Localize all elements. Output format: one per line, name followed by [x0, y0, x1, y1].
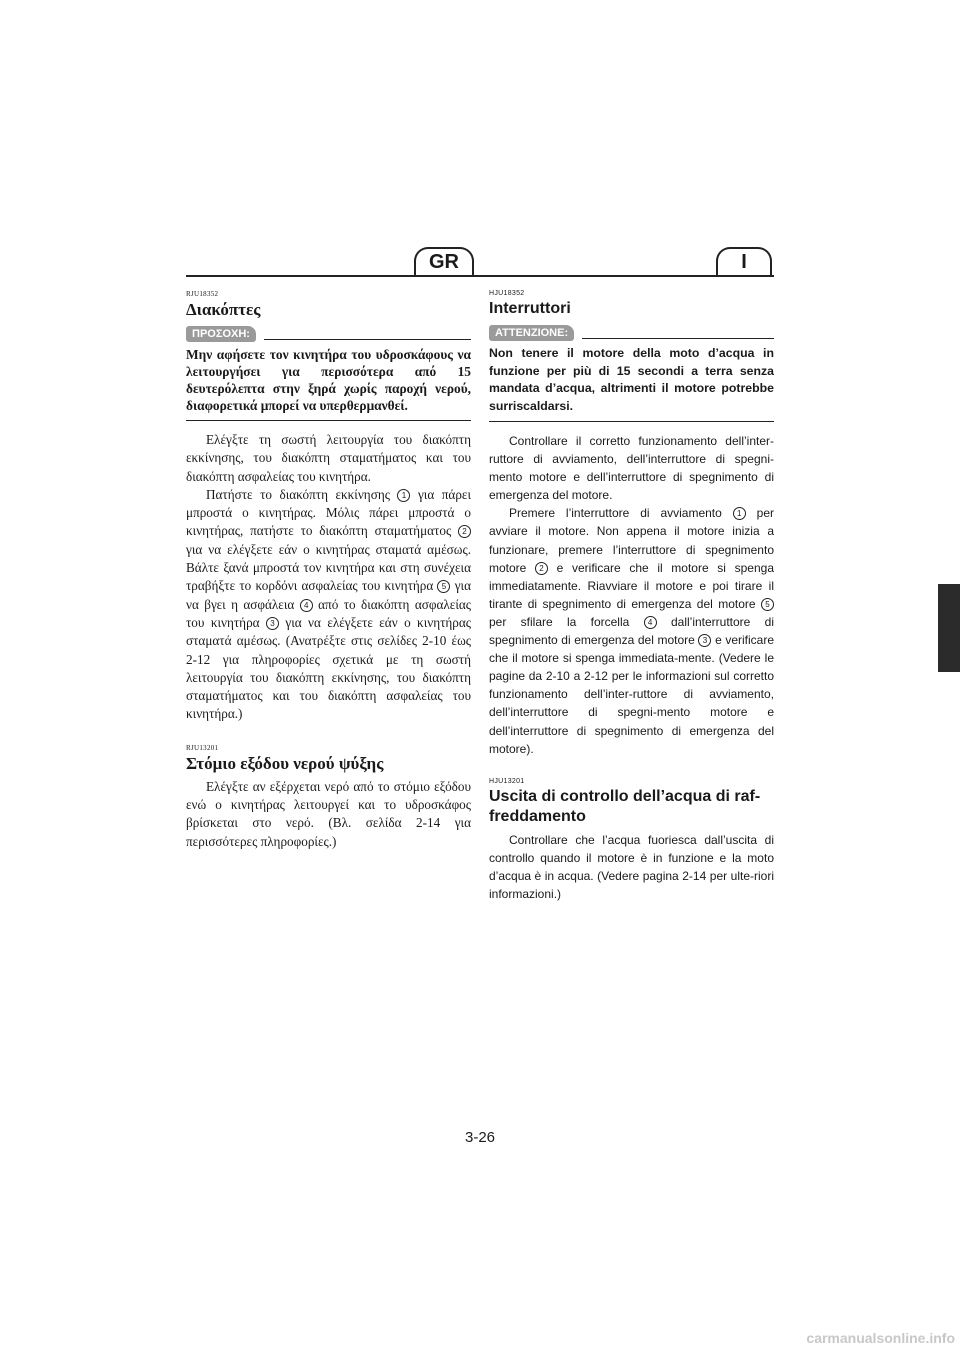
paragraph-instructions: Premere l’interruttore di avviamento 1 per avviare il motore. Non appena il motore inizia a funzionare, premere l’interruttore di spegnimento motore 2 e verificare che il motore si spenga immediatamente. Riavviare il motore e poi tirare il tirante di spegnimento di emergenza del motore 5 per sfilare la forcella 4 dall’interruttore di spegnimento di emergenza del motore 3 e verificare che il motore si spenga immediata-mente. (Vedere le pagine da 2-10 a 2-12 per le informazioni sul corretto funzionamento dell’inter-ruttore di avviamento, dell’interruttore di spegni-mento motore e dell’interruttore di spegnimento di emergenza del motore). — [489, 506, 775, 756]
warning-label: ATTENZIONE: — [489, 325, 574, 341]
chapter-side-tab — [938, 584, 960, 672]
paragraph-instructions: Πατήστε το διακόπτη εκκίνησης 1 για πάρει μπροστά ο κινητήρας. Μόλις πάρει μπροστά ο κινητήρας, πατήστε το διακόπτη σταματήματος 2 για να ελέγξετε εάν ο κινητήρας σταματά αμέσως. Βάλτε ξανά μπροστά τον κινητήρα και στη συνέχεια τραβήξτε το κορδόνι ασφαλείας του κινητήρα 5 για να βγει η ασφάλεια 4 από το διακόπτη ασφαλείας του κινητήρα 3 για να ελέγξετε εάν ο κινητήρας σταματά αμέσως. (Ανατρέξτε στις σελίδες 2-10 έως 2-12 για πληροφορίες σχετικά με τη σωστή λειτουργία του διακόπτη εκκίνησης, του διακόπτη σταματήματος και του διακόπτη ασφαλείας του κινητήρα.) — [186, 486, 472, 722]
language-tab-greek: GR — [414, 247, 474, 275]
callout-number: 2 — [535, 562, 548, 575]
warning-rule — [264, 339, 471, 340]
header-rule — [186, 275, 774, 277]
paragraph: Controllare il corretto funzionamento dell’inter-ruttore di avviamento, dell’interruttore di spegni-mento motore e dell’interruttore di spegnimento di emergenza del motore. — [489, 434, 774, 503]
section-title: Uscita di controllo dell’acqua di raf-freddamento — [489, 787, 761, 825]
callout-number: 3 — [266, 617, 279, 630]
section-code: RJU18352 — [186, 290, 219, 298]
callout-number: 4 — [300, 599, 313, 612]
section-code: HJU13201 — [489, 777, 525, 785]
callout-number: 1 — [733, 507, 746, 520]
paragraph: Controllare che l’acqua fuoriesca dall’uscita di controllo quando il motore è in funzione e la moto d’acqua è in acqua. (Vedere pagina 2-14 per ulte-riori informazioni.) — [489, 832, 774, 901]
language-tab-italian: I — [716, 247, 772, 275]
italian-column — [489, 290, 774, 903]
section-title: Στόμιο εξόδου νερού ψύξης — [186, 753, 384, 773]
section-title: Διακόπτες — [186, 300, 261, 319]
section-title: Interruttori — [489, 300, 571, 317]
warning-rule — [582, 338, 774, 339]
warning-text: Μην αφήσετε τον κινητήρα του υδροσκάφους να λειτουργήσει για περισσότερα από 15 δευτερόλεπτα στην ξηρά χωρίς παροχή νερού, διαφορετικά μπορεί να υπερθερμανθεί. — [186, 346, 471, 421]
callout-number: 3 — [698, 634, 711, 647]
section-code: HJU18352 — [489, 290, 525, 297]
warning-label: ΠΡΟΣΟΧΗ: — [186, 326, 256, 342]
callout-number: 5 — [761, 598, 774, 611]
paragraph: Ελέγξτε τη σωστή λειτουργία του διακόπτη εκκίνησης, του διακόπτη σταματήματος και του διακόπτη ασφαλείας του κινητήρα. — [186, 432, 471, 484]
greek-column — [186, 290, 471, 851]
callout-number: 2 — [458, 525, 471, 538]
watermark: carmanualsonline.info — [806, 1330, 955, 1346]
paragraph: Ελέγξτε αν εξέρχεται νερό από το στόμιο εξόδου ενώ ο κινητήρας λειτουργεί και το υδροσκάφος βρίσκεται στο νερό. (Βλ. σελίδα 2-14 για περισσότερες πληροφορίες.) — [186, 778, 471, 849]
warning-header — [186, 326, 471, 342]
section-code: RJU13201 — [186, 743, 219, 752]
callout-number: 5 — [437, 580, 450, 593]
warning-text: Non tenere il motore della moto d’acqua in funzione per più di 15 secondi a terra senza mandata d’acqua, altrimenti il motore potrebbe surriscaldarsi. — [489, 345, 774, 422]
callout-number: 4 — [644, 616, 657, 629]
callout-number: 1 — [397, 489, 410, 502]
page-number: 3-26 — [464, 1129, 496, 1146]
warning-header — [489, 325, 774, 341]
